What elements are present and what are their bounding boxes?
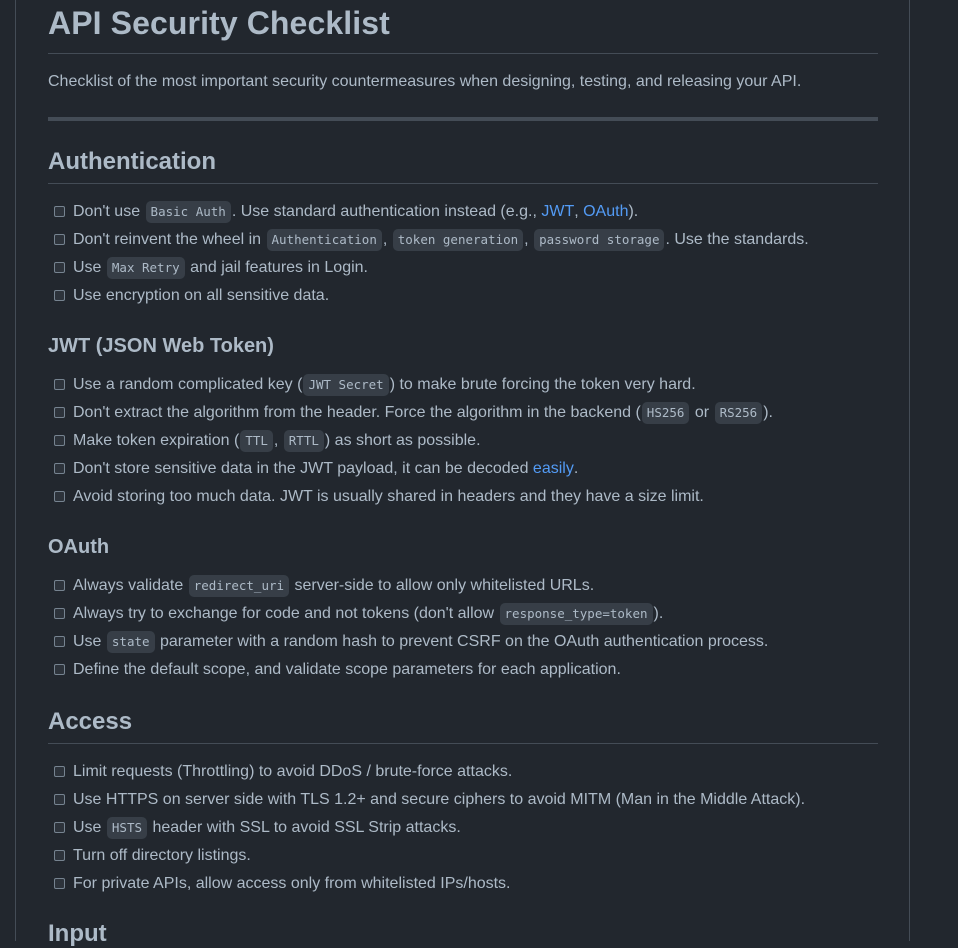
authentication-checklist (54, 198, 874, 310)
checkbox[interactable] (54, 822, 65, 833)
inline-code: password storage (534, 229, 664, 251)
checkbox[interactable] (54, 850, 65, 861)
item-text: header with SSL to avoid SSL Strip attacks. (148, 819, 461, 836)
checklist-item (54, 226, 874, 254)
item-text: Always try to exchange for code and not tokens (don't allow (73, 605, 499, 622)
checklist-item (54, 656, 874, 684)
inline-code: JWT Secret (303, 374, 388, 396)
checkbox[interactable] (54, 407, 65, 418)
link-oauth[interactable]: OAuth (583, 203, 629, 220)
checkbox[interactable] (54, 206, 65, 217)
checkbox[interactable] (54, 262, 65, 273)
checklist-item (54, 371, 874, 399)
item-text: Define the default scope, and validate scope parameters for each application. (73, 661, 621, 678)
checkbox[interactable] (54, 435, 65, 446)
item-text: parameter with a random hash to prevent CSRF on the OAuth authentication process. (155, 633, 769, 650)
item-text: Use (73, 819, 106, 836)
checklist-item (54, 842, 874, 870)
access-divider (48, 743, 878, 744)
heading-authentication: Authentication (48, 148, 216, 175)
item-text: Always validate (73, 577, 188, 594)
item-text: Avoid storing too much data. JWT is usually shared in headers and they have a size limit. (73, 488, 704, 505)
item-text: . (573, 460, 579, 477)
checkbox[interactable] (54, 234, 65, 245)
checklist-item (54, 483, 874, 511)
inline-code: TTL (240, 430, 273, 452)
item-text: Don't use (73, 203, 145, 220)
item-text: Use (73, 259, 106, 276)
link-easily[interactable]: easily (532, 460, 574, 477)
item-text: , (273, 432, 283, 449)
item-text: ). (628, 203, 639, 220)
checklist-item (54, 282, 874, 310)
checklist-item (54, 786, 874, 814)
access-checklist (54, 758, 874, 898)
heading-oauth: OAuth (48, 536, 110, 558)
inline-code: Max Retry (107, 257, 185, 279)
checkbox[interactable] (54, 379, 65, 390)
checkbox[interactable] (54, 794, 65, 805)
item-text: . Use the standards. (665, 231, 809, 248)
inline-code: Basic Auth (146, 201, 231, 223)
page-title: API Security Checklist (48, 5, 390, 41)
title-divider (48, 53, 878, 54)
item-text: Don't reinvent the wheel in (73, 231, 266, 248)
checkbox[interactable] (54, 664, 65, 675)
item-text: ). (653, 605, 664, 622)
inline-code: RTTL (284, 430, 324, 452)
item-text: . Use standard authentication instead (e.g., (231, 203, 542, 220)
checkbox[interactable] (54, 878, 65, 889)
checklist-item (54, 455, 874, 483)
item-text: ) to make brute forcing the token very hard. (389, 376, 696, 393)
item-text: Don't store sensitive data in the JWT payload, it can be decoded (73, 460, 533, 477)
item-text: ) as short as possible. (324, 432, 481, 449)
item-text: Don't extract the algorithm from the header. Force the algorithm in the backend ( (73, 404, 641, 421)
intro-text: Checklist of the most important security countermeasures when designing, testing, and releasing your API. (48, 73, 802, 90)
inline-code: RS256 (715, 402, 763, 424)
heading-input: Input (48, 920, 107, 947)
checkbox[interactable] (54, 290, 65, 301)
inline-code: redirect_uri (189, 575, 289, 597)
inline-code: HSTS (107, 817, 147, 839)
heading-jwt: JWT (JSON Web Token) (48, 335, 274, 357)
checkbox[interactable] (54, 463, 65, 474)
link-jwt[interactable]: JWT (541, 203, 575, 220)
item-text: Use (73, 633, 106, 650)
checklist-item (54, 628, 874, 656)
checklist-item (54, 600, 874, 628)
horizontal-rule (48, 117, 878, 121)
inline-code: token generation (393, 229, 523, 251)
item-text: Turn off directory listings. (73, 847, 251, 864)
checklist-item (54, 814, 874, 842)
item-text: Limit requests (Throttling) to avoid DDoS / brute-force attacks. (73, 763, 513, 780)
jwt-checklist (54, 371, 874, 511)
item-text: , (382, 231, 392, 248)
heading-access: Access (48, 708, 133, 735)
item-text: Use HTTPS on server side with TLS 1.2+ and secure ciphers to avoid MITM (Man in the Middle Attack). (73, 791, 806, 808)
item-text: ). (763, 404, 773, 421)
item-text: server-side to allow only whitelisted URLs. (290, 577, 595, 594)
checklist-item (54, 758, 874, 786)
item-text: or (690, 404, 714, 421)
checklist-item (54, 198, 874, 226)
item-text: Use encryption on all sensitive data. (73, 287, 330, 304)
item-text: Use a random complicated key ( (73, 376, 303, 393)
checklist-item (54, 572, 874, 600)
checkbox[interactable] (54, 608, 65, 619)
inline-code: state (107, 631, 155, 653)
oauth-checklist (54, 572, 874, 684)
item-text: , (574, 203, 584, 220)
inline-code: Authentication (267, 229, 382, 251)
checklist-item (54, 427, 874, 455)
checkbox[interactable] (54, 580, 65, 591)
checklist-item (54, 399, 874, 427)
item-text: and jail features in Login. (185, 259, 368, 276)
checkbox[interactable] (54, 491, 65, 502)
checkbox[interactable] (54, 636, 65, 647)
inline-code: response_type=token (500, 603, 653, 625)
inline-code: HS256 (642, 402, 690, 424)
checklist-item (54, 870, 874, 898)
item-text: Make token expiration ( (73, 432, 240, 449)
item-text: For private APIs, allow access only from whitelisted IPs/hosts. (73, 875, 511, 892)
checklist-item (54, 254, 874, 282)
checkbox[interactable] (54, 766, 65, 777)
authentication-divider (48, 183, 878, 184)
item-text: , (524, 231, 534, 248)
